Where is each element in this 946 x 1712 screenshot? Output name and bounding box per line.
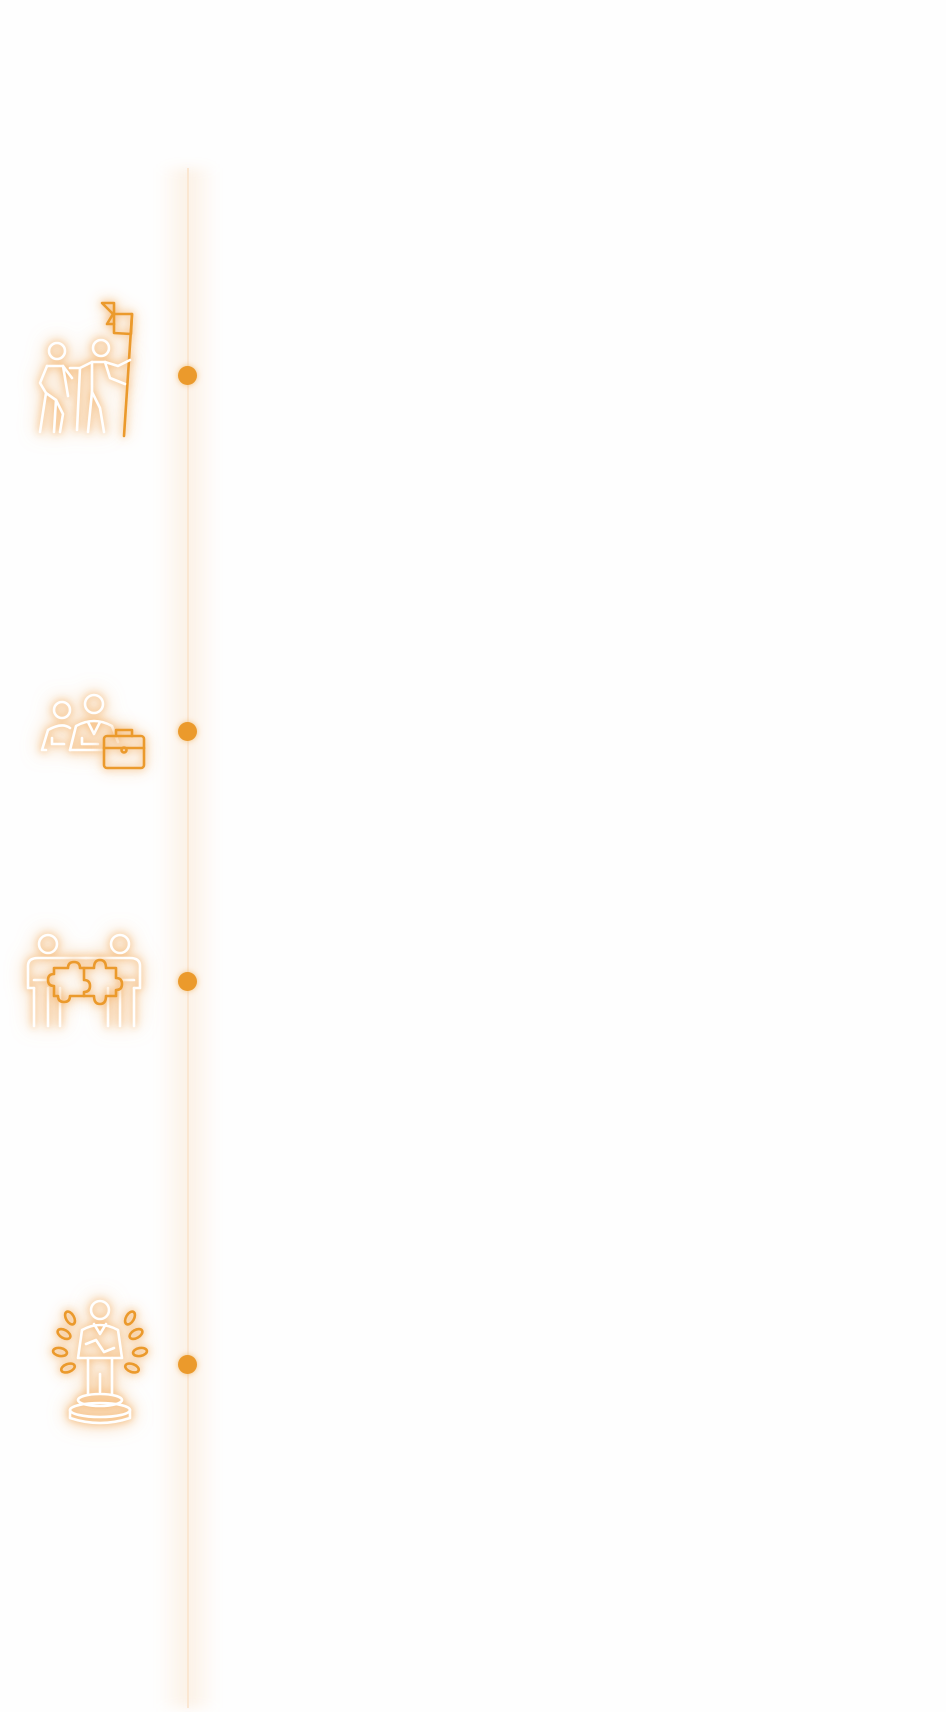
- timeline-line: [187, 168, 189, 1708]
- milestone-1-dot: [178, 366, 197, 385]
- business-team-briefcase-icon: [38, 692, 150, 772]
- milestone-4-icon-wrap: [50, 1296, 150, 1430]
- award-podium-laurel-icon: [50, 1296, 150, 1430]
- team-flag-leader-icon: [30, 296, 140, 436]
- partnership-puzzle-icon: [24, 930, 144, 1030]
- milestone-3-dot: [178, 972, 197, 991]
- milestone-3-icon-wrap: [24, 930, 144, 1030]
- milestone-2-dot: [178, 722, 197, 741]
- milestone-4-dot: [178, 1355, 197, 1374]
- milestone-1-icon-wrap: [30, 296, 140, 436]
- milestone-2-icon-wrap: [38, 692, 150, 772]
